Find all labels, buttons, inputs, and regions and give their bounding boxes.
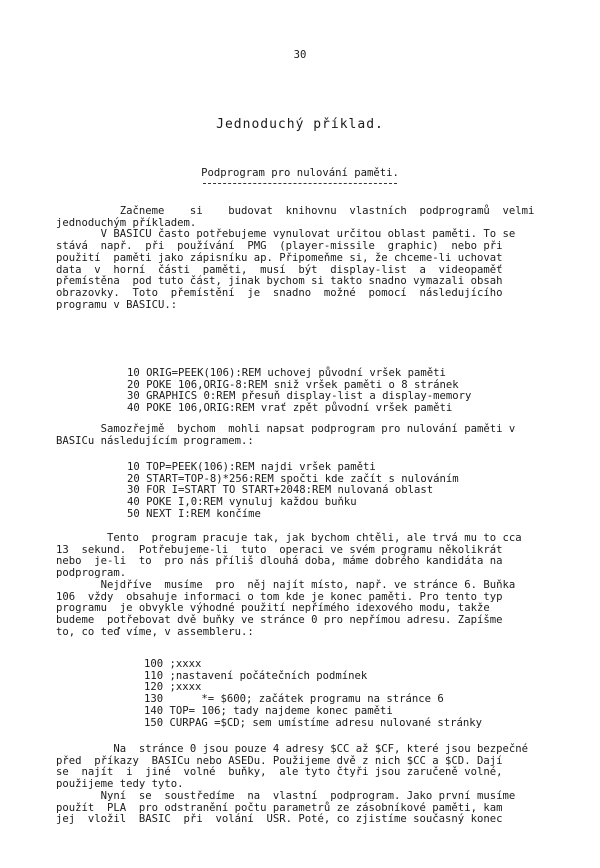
text-line: použijeme tedy tyto. <box>56 778 184 791</box>
text-line: jednoduchým příkladem. <box>56 216 197 229</box>
text-line: budeme potřebovat dvě buňky ve stránce 0 pro nepřímou adresu. Zapíšme <box>56 613 503 626</box>
paragraph-zero-page <box>56 744 548 826</box>
text-line: Tento program pracuje tak, jak bychom chtěli, ale trvá mu to cca <box>56 532 522 544</box>
code-line: 10 ORIG=PEEK(106):REM uchovej původní vršek paměti <box>127 367 446 379</box>
paragraph-subroutine-location <box>56 533 548 638</box>
text-line: nebo je-li to pro nás příliš dlouhá doba, máme dobrého kandidáta na <box>56 555 503 568</box>
subtitle-underline <box>203 183 397 184</box>
text-line: 106 vždy obsahuje informaci o tom kde je konec paměti. Pro tento typ <box>56 590 503 603</box>
code-line: 20 START=TOP-8)*256:REM spočti kde začít s nulováním <box>127 472 459 485</box>
text-line: to, co teď víme, v assembleru.: <box>56 625 254 638</box>
paragraph-basic-routine <box>56 424 548 447</box>
code-line: 110 ;nastavení počátečních podmínek <box>144 669 368 682</box>
text-line: programu v BASICU.: <box>56 298 178 311</box>
code-line: 30 GRAPHICS 0:REM přesuň display-list a display-memory <box>127 390 472 403</box>
text-line: Na stránce 0 jsou pouze 4 adresy $CC až $CF, které jsou bezpečné <box>56 743 528 755</box>
text-line: stává např. při používání PMG (player-missile graphic) nebo při <box>56 240 503 253</box>
section-subtitle: Podprogram pro nulování paměti. <box>201 167 399 179</box>
text-line: použití paměti jako zápisníku ap. Připomeňme si, že chceme-li uchovat <box>56 251 503 264</box>
code-line: 150 CURPAG =$CD; sem umístíme adresu nulované stránky <box>144 716 483 729</box>
text-line: před příkazy BASICu nebo ASEDu. Použijeme dvě z nich $CC a $CD. Dají <box>56 754 503 767</box>
code-line: 30 FOR I=START TO START+2048:REM nulovaná oblast <box>127 484 434 497</box>
text-line: Nejdříve musíme pro něj najít místo, např. ve stránce 6. Buňka <box>56 578 516 591</box>
text-line: BASICu následujícím programem.: <box>56 434 254 447</box>
code-line: 120 ;xxxx <box>144 681 202 694</box>
text-line: data v horní části paměti, musí být display-list a videopaměť <box>56 263 503 276</box>
text-line: Začneme si budovat knihovnu vlastních podprogramů velmi <box>56 205 535 217</box>
text-line: přemístěna pod tuto část, jinak bychom si takto snadno vymazali obsah <box>56 275 503 288</box>
code-listing-basic-2 <box>127 462 459 521</box>
text-line: programu je obvykle výhodné použití nepřímého idexového modu, takže <box>56 602 490 615</box>
code-line: 130 *= $600; začátek programu na stránce 6 <box>144 693 444 706</box>
text-line: 13 sekund. Potřebujeme-li tuto operaci ve svém programu několikrát <box>56 543 503 556</box>
code-line: 40 POKE I,0:REM vynuluj každou buňku <box>127 496 357 509</box>
text-line: se najít i jiné volné buňky, ale tyto čtyři jsou zaručeně volné, <box>56 766 503 779</box>
code-line: 140 TOP= 106; tady najdeme konec paměti <box>144 704 393 717</box>
text-line: jej vložil BASIC při volání USR. Poté, co zjistíme současný konec <box>56 813 503 826</box>
page-number: 30 <box>293 49 307 61</box>
code-line: 50 NEXT I:REM končíme <box>127 507 261 520</box>
page-title: Jednoduchý příklad. <box>216 117 384 132</box>
code-line: 40 POKE 106,ORIG:REM vrať zpět původní vršek paměti <box>127 402 453 415</box>
text-line: použít PLA pro odstranění počtu parametrů ze zásobníkové paměti, kam <box>56 801 503 814</box>
code-listing-basic-1 <box>127 368 471 415</box>
code-listing-assembler <box>144 659 482 729</box>
code-line: 100 ;xxxx <box>144 658 202 670</box>
text-line: V BASICU často potřebujeme vynulovat určitou oblast paměti. To se <box>56 228 516 241</box>
paragraph-intro <box>56 206 548 311</box>
text-line: Samozřejmě bychom mohli napsat podprogram pro nulování paměti v <box>56 423 516 435</box>
text-line: podprogram. <box>56 567 127 580</box>
text-line: Nyní se soustředíme na vlastní podprogram. Jako první musíme <box>56 789 516 802</box>
code-line: 10 TOP=PEEK(106):REM najdi vršek paměti <box>127 461 376 473</box>
text-line: obrazovky. Toto přemístění je snadno možné pomocí následujícího <box>56 286 503 299</box>
code-line: 20 POKE 106,ORIG-8:REM sniž vršek paměti o 8 stránek <box>127 378 459 391</box>
